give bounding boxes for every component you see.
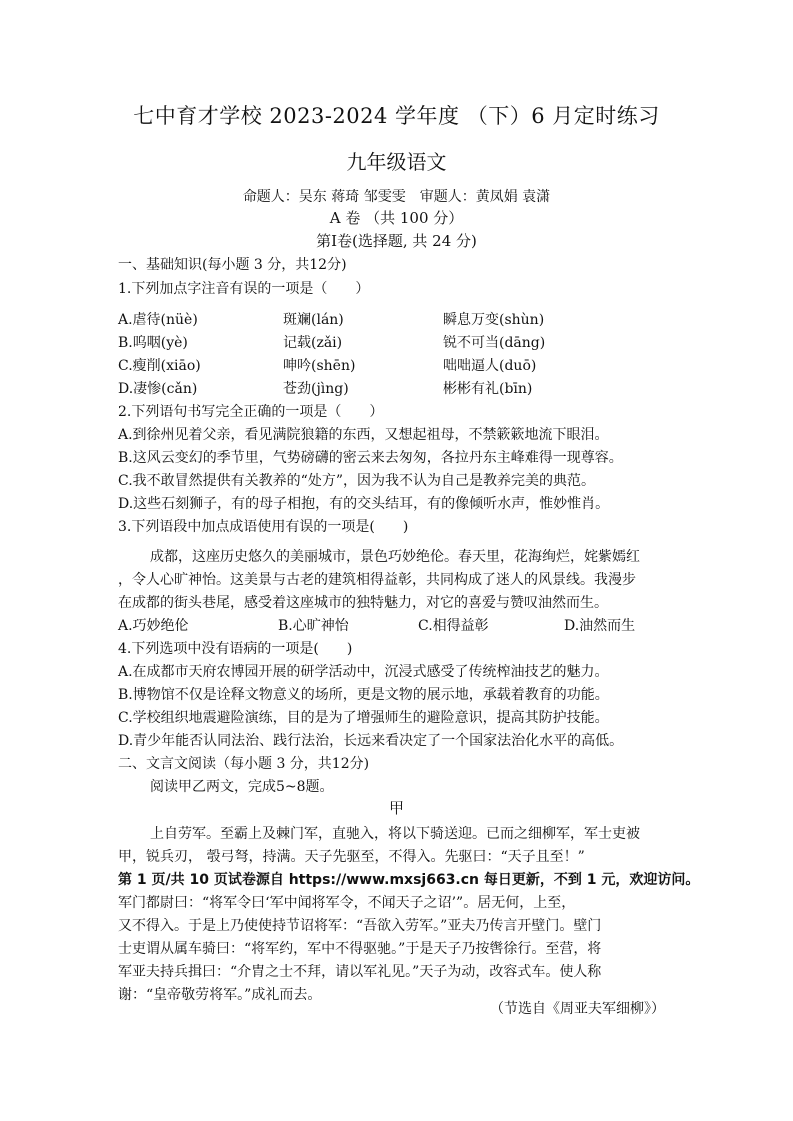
q3-option: C.相得益彰 — [418, 618, 489, 634]
q1-option-item: 呻吟(shēn) — [283, 358, 356, 374]
passage-jia-line: 军门都尉曰：“将军令曰‘军中闻将军令，不闻天子之诏’”。居无何，上至， — [118, 895, 576, 911]
q1-option-row — [118, 355, 678, 375]
q1-option-item: 记载(zǎi) — [283, 335, 343, 351]
q2-option: B.这风云变幻的季节里，气势磅礴的密云来去匆匆，各拉丹东主峰难得一现尊容。 — [118, 450, 623, 466]
q3-passage-line: 成都，这座历史悠久的美丽城市，景色巧妙绝伦。春天里，花海绚烂，姹紫嫣红 — [150, 549, 640, 565]
q3-stem: 3.下列语段中加点成语使用有误的一项是( ) — [118, 519, 409, 535]
section-2-heading: 二、文言文阅读（每小题 3 分，共12分) — [118, 756, 370, 772]
volume-i-heading: 第Ⅰ卷(选择题, 共 24 分) — [316, 232, 477, 250]
q3-passage-line: ，令人心旷神怡。这美景与古老的建筑相得益彰，共同构成了迷人的风景线。我漫步 — [118, 572, 636, 588]
exam-authors: 命题人：吴东 蒋琦 邹雯雯 审题人：黄凤娟 袁潇 — [242, 189, 551, 205]
passage-jia-line: 又不得入。于是上乃使使持节诏将军：“吾欲入劳军。”亚夫乃传言开壁门。壁门 — [118, 918, 602, 934]
q1-option-item: 苍劲(jìng) — [283, 381, 349, 397]
q1-option-item: C.瘦削(xiāo) — [118, 358, 201, 374]
q1-option-item: 咄咄逼人(duō) — [443, 358, 537, 374]
q1-option-item: 彬彬有礼(bīn) — [443, 381, 533, 397]
q4-option: C.学校组织地震避险演练，目的是为了增强师生的避险意识，提高其防护技能。 — [118, 710, 609, 726]
section-2-instruction: 阅读甲乙两文，完成5~8题。 — [150, 779, 334, 795]
volume-a-heading: A 卷 （共 100 分） — [329, 209, 464, 227]
q1-option-row — [118, 309, 678, 329]
q3-option: A.巧妙绝伦 — [118, 618, 189, 634]
q2-option: D.这些石刻狮子，有的母子相抱，有的交头结耳，有的像倾听水声，惟妙惟肖。 — [118, 496, 610, 512]
passage-jia-line: 军亚夫持兵揖曰：“介胄之士不拜，请以军礼见。”天子为动，改容式车。使人称 — [118, 964, 602, 980]
q2-option: A.到徐州见着父亲，看见满院狼籍的东西，又想起祖母，不禁簌簌地流下眼泪。 — [118, 427, 609, 443]
q3-option: D.油然而生 — [564, 618, 636, 634]
q1-option-item: A.虐待(nüè) — [118, 312, 198, 328]
q1-option-item: 锐不可当(dāng) — [443, 335, 546, 351]
q3-passage-line: 在成都的街头巷尾，感受着这座城市的独特魅力，对它的喜爱与赞叹油然而生。 — [118, 595, 608, 611]
q1-stem: 1.下列加点字注音有误的一项是（ ） — [118, 281, 370, 297]
q1-option-item: D.凄惨(cǎn) — [118, 381, 198, 397]
passage-jia-line: 甲，锐兵刃， 彀弓弩，持满。天子先驱至，不得入。先驱曰：“天子且至！” — [118, 849, 585, 865]
q4-stem: 4.下列选项中没有语病的一项是( ) — [118, 641, 353, 657]
exam-subtitle: 九年级语文 — [346, 150, 447, 174]
q3-option: B.心旷神怡 — [278, 618, 349, 634]
q4-option: D.青少年能否认同法治、践行法治，长远来看决定了一个国家法治化水平的高低。 — [118, 733, 624, 749]
passage-source: （节选自《周亚夫军细柳》） — [490, 1001, 665, 1017]
passage-jia-line: 士吏谓从属车骑曰：“将军约，军中不得驱驰。”于是天子乃按辔徐行。至营，将 — [118, 941, 602, 957]
q1-option-item: 瞬息万变(shùn) — [443, 312, 545, 328]
q2-stem: 2.下列语句书写完全正确的一项是（ ） — [118, 404, 384, 420]
q4-option: B.博物馆不仅是诠释文物意义的场所，更是文物的展示地，承载着教育的功能。 — [118, 687, 609, 703]
q3-option-row — [118, 615, 678, 635]
page-footer: 第 1 页/共 10 页试卷源自 https://www.mxsj663.cn 每日更新，不到 1 元，欢迎访问。 — [118, 872, 700, 888]
q2-option: C.我不敢冒然提供有关教养的“处方”，因为我不认为自己是教养完美的典范。 — [118, 473, 595, 489]
q1-option-item: 斑斓(lán) — [283, 312, 344, 328]
section-1-heading: 一、基础知识(每小题 3 分，共12分) — [118, 257, 347, 273]
passage-jia-line: 上自劳军。至霸上及棘门军，直驰入，将以下骑送迎。已而之细柳军，军士吏被 — [150, 826, 640, 842]
q1-option-row — [118, 332, 678, 352]
passage-jia-line: 谢：“皇帝敬劳将军。”成礼而去。 — [118, 987, 322, 1003]
q1-option-row — [118, 378, 678, 398]
exam-title: 七中育才学校 2023-2024 学年度 （下）6 月定时练习 — [133, 104, 660, 128]
q4-option: A.在成都市天府农博园开展的研学活动中，沉浸式感受了传统榨油技艺的魅力。 — [118, 664, 609, 680]
q1-option-item: B.呜咽(yè) — [118, 335, 188, 351]
passage-jia-label: 甲 — [388, 799, 404, 817]
